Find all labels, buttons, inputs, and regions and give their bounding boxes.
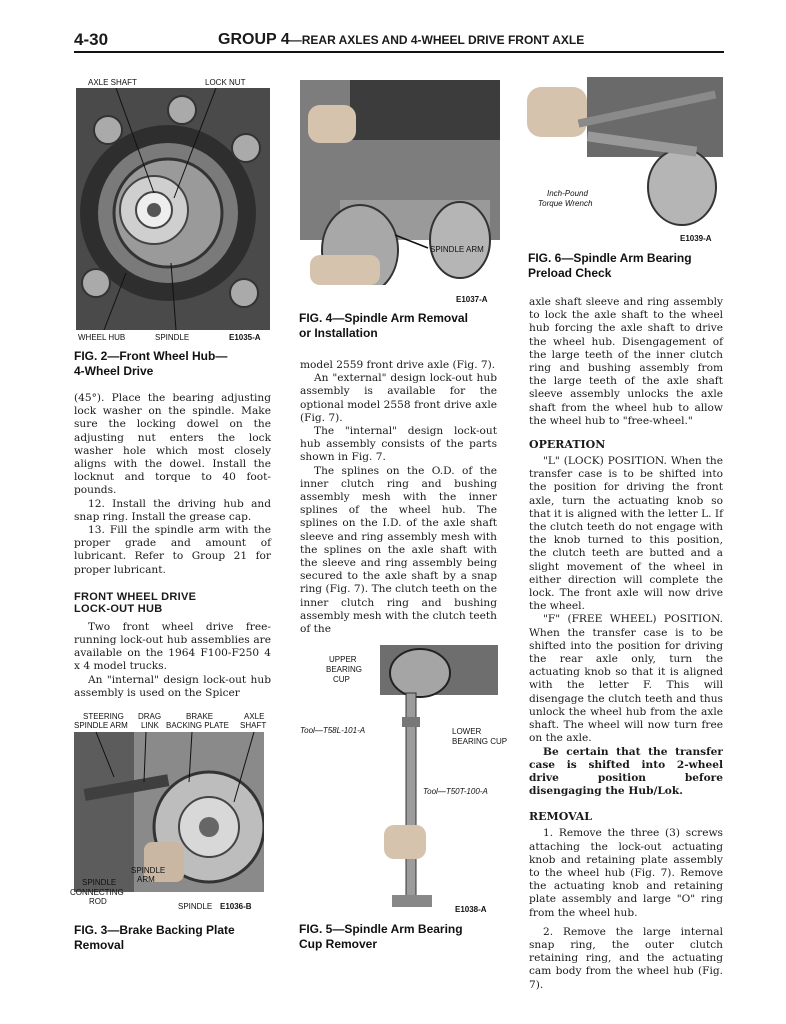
fig3-caption-line1: FIG. 3—Brake Backing Plate: [74, 923, 235, 937]
fig2-code: E1035-A: [229, 333, 261, 342]
right-p2: "L" (LOCK) POSITION. When the transfer case is to be shifted into the position for driving the front axle, turn the actuating knob so that it is aligned with the letter L. If the clutch teeth do not engage with the knob turned to this position, the clutch teeth are butted and a slight movement of the wheel in either direction will complete the lock. The front axle will now drive the wheel.: [529, 455, 723, 613]
right-p3: "F" (FREE WHEEL) POSITION. When the transfer case is to be shifted into the position for driving the rear axle only, turn the actuating knob so that it is aligned with the letter F. This will disengage the clutch teeth and thus unlock the wheel hub from the axle shaft. The wheel will now turn free on the axle.: [529, 613, 723, 745]
page-number: 4-30: [74, 30, 109, 49]
fig3-label-connecting: CONNECTING: [70, 888, 124, 897]
fig3-label-steering: STEERING: [83, 712, 124, 721]
right-heading-operation: OPERATION: [529, 438, 606, 452]
fig4-illustration: [300, 80, 500, 285]
left-p5: An "internal" design lock-out hub assembly is used on the Spicer: [74, 673, 271, 699]
fig6-photo: [527, 77, 723, 237]
fig3-caption-line2: Removal: [74, 938, 125, 952]
fig5-label-bearing: BEARING: [326, 665, 363, 674]
fig2-caption: [74, 349, 274, 379]
left-p1: (45°). Place the bearing adjusting lock washer on the spindle. Make sure the locking dowel on the adjusting nut enters the lock washer hole which most closely aligns with the dowel. Install the locknut and torque to 40 foot-pounds.: [74, 392, 271, 497]
fig3-label-spindle-arm: SPINDLE ARM: [74, 721, 128, 730]
fig3-label-axle: AXLE: [244, 712, 265, 721]
fig4-caption: [299, 311, 509, 341]
fig5-caption-line1: FIG. 5—Spindle Arm Bearing: [299, 922, 463, 936]
fig5-caption: [299, 922, 509, 952]
right-column: [529, 296, 723, 992]
left-p4: Two front wheel drive free-running lock-out hub assemblies are available on the 1964 F100-F250 4 x 4 model trucks.: [74, 620, 271, 673]
fig2-label-axle-shaft: AXLE SHAFT: [88, 78, 137, 87]
page-header: [74, 30, 724, 52]
fig2-photo: [76, 88, 270, 330]
right-p4-bold: Be certain that the transfer case is shifted into 2-wheel drive position before disengaging the Hub/Lok.: [529, 745, 723, 798]
fig3-caption: [74, 923, 274, 953]
fig2-caption-line2: 4-Wheel Drive: [74, 364, 154, 378]
fig5-label-tool1: Tool—T58L-101-A: [300, 726, 366, 735]
group-subtitle: —REAR AXLES AND 4-WHEEL DRIVE FRONT AXLE: [289, 33, 585, 47]
fig3-code: E1036-B: [220, 902, 252, 911]
fig2-illustration: [76, 88, 270, 330]
header-rule: [74, 51, 724, 53]
left-heading1: FRONT WHEEL DRIVE: [74, 590, 197, 603]
fig6-caption-line1: FIG. 6—Spindle Arm Bearing: [528, 251, 692, 265]
fig5-label-lower: LOWER: [452, 727, 482, 736]
fig3-label-arm: ARM: [137, 875, 155, 884]
fig3-label-spindle-b: SPINDLE: [82, 878, 117, 887]
fig6-label-inch-pound: Inch-Pound: [547, 189, 588, 198]
fig3-label-backing-plate: BACKING PLATE: [166, 721, 229, 730]
right-p6: 2. Remove the large internal snap ring, the outer clutch retaining ring, and the actuating cam body from the wheel hub (Fig. 7).: [529, 925, 723, 991]
fig5-label-tool2: Tool—T50T-100-A: [423, 787, 488, 796]
fig3-photo: [74, 732, 264, 892]
left-p2: 12. Install the driving hub and snap ring. Install the grease cap.: [74, 497, 271, 523]
fig4-code: E1037-A: [456, 295, 488, 304]
fig6-illustration: [527, 77, 723, 237]
fig5-label-upper: UPPER: [329, 655, 357, 664]
left-p3: 13. Fill the spindle arm with the proper grade and amount of lubricant. Refer to Group 21 for proper lubricant.: [74, 524, 271, 576]
fig3-label-drag: DRAG: [138, 712, 162, 721]
fig3-illustration: [74, 732, 264, 892]
middle-p4: The splines on the O.D. of the inner clutch ring and bushing assembly mesh with the inner splines of the wheel hub. The splines on the I.D. of the axle shaft sleeve and ring assembly mesh with the splines on the axle shaft with the sleeve and ring assembly being secured to the axle shaft by a snap ring (Fig. 7). The clutch teeth on the inner clutch ring and bushing assembly mesh with the clutch teeth of the: [300, 464, 497, 636]
group-title-main: GROUP 4: [218, 31, 290, 48]
fig2-caption-line1: FIG. 2—Front Wheel Hub—: [74, 349, 228, 363]
fig4-photo: [300, 80, 500, 285]
right-p1: axle shaft sleeve and ring assembly to lock the axle shaft to the wheel hub forcing the axle shaft to drive the wheel hub. Disengagement of the large teeth of the inner clutch ring and bushing assembly from the large teeth of the axle shaft sleeve assembly unlocks the axle shaft from the wheel hub to allow the wheel hub to "free-wheel.": [529, 296, 723, 427]
middle-p1: model 2559 front drive axle (Fig. 7).: [300, 359, 496, 371]
left-heading2: LOCK-OUT HUB: [74, 602, 163, 615]
fig5-illustration: [380, 645, 498, 910]
fig3-label-spindle-a: SPINDLE: [131, 866, 166, 875]
fig6-label-torque-wrench: Torque Wrench: [538, 199, 593, 208]
fig3-label-rod: ROD: [89, 897, 107, 906]
group-title: [218, 31, 584, 49]
fig5-caption-line2: Cup Remover: [299, 937, 378, 951]
fig5-code: E1038-A: [455, 905, 487, 914]
fig6-caption-line2: Preload Check: [528, 266, 612, 280]
fig3-label-shaft: SHAFT: [240, 721, 267, 730]
fig2-label-wheel-hub: WHEEL HUB: [78, 333, 126, 342]
middle-p2: An "external" design lock-out hub assembly is available for the optional model 2558 front drive axle (Fig. 7).: [300, 372, 497, 424]
fig5-photo: [380, 645, 498, 910]
fig2-label-lock-nut: LOCK NUT: [205, 78, 246, 87]
fig2-label-spindle: SPINDLE: [155, 333, 190, 342]
fig3-label-brake: BRAKE: [186, 712, 214, 721]
fig5-label-cup: CUP: [333, 675, 350, 684]
middle-column: [300, 359, 497, 636]
fig5-label-lower-bearing-cup: BEARING CUP: [452, 737, 508, 746]
fig6-caption: [528, 251, 728, 281]
right-p5: 1. Remove the three (3) screws attaching the lock-out actuating knob and retaining plate assembly to the wheel hub (Fig. 7). Remove the actuating knob and retaining plate assembly and large "O" ring from the wheel hub.: [529, 827, 723, 919]
fig4-label-spindle-arm: SPINDLE ARM: [430, 245, 484, 254]
fig6-code: E1039-A: [680, 234, 712, 243]
fig4-caption-line1: FIG. 4—Spindle Arm Removal: [299, 311, 468, 325]
middle-p3: The "internal" design lock-out hub assembly consists of the parts shown in Fig. 7.: [300, 425, 497, 464]
fig3-label-spindle-c: SPINDLE: [178, 902, 213, 911]
left-column: [74, 392, 271, 700]
fig4-caption-line2: or Installation: [299, 326, 378, 340]
right-heading-removal: REMOVAL: [529, 810, 593, 824]
fig3-label-link: LINK: [141, 721, 159, 730]
